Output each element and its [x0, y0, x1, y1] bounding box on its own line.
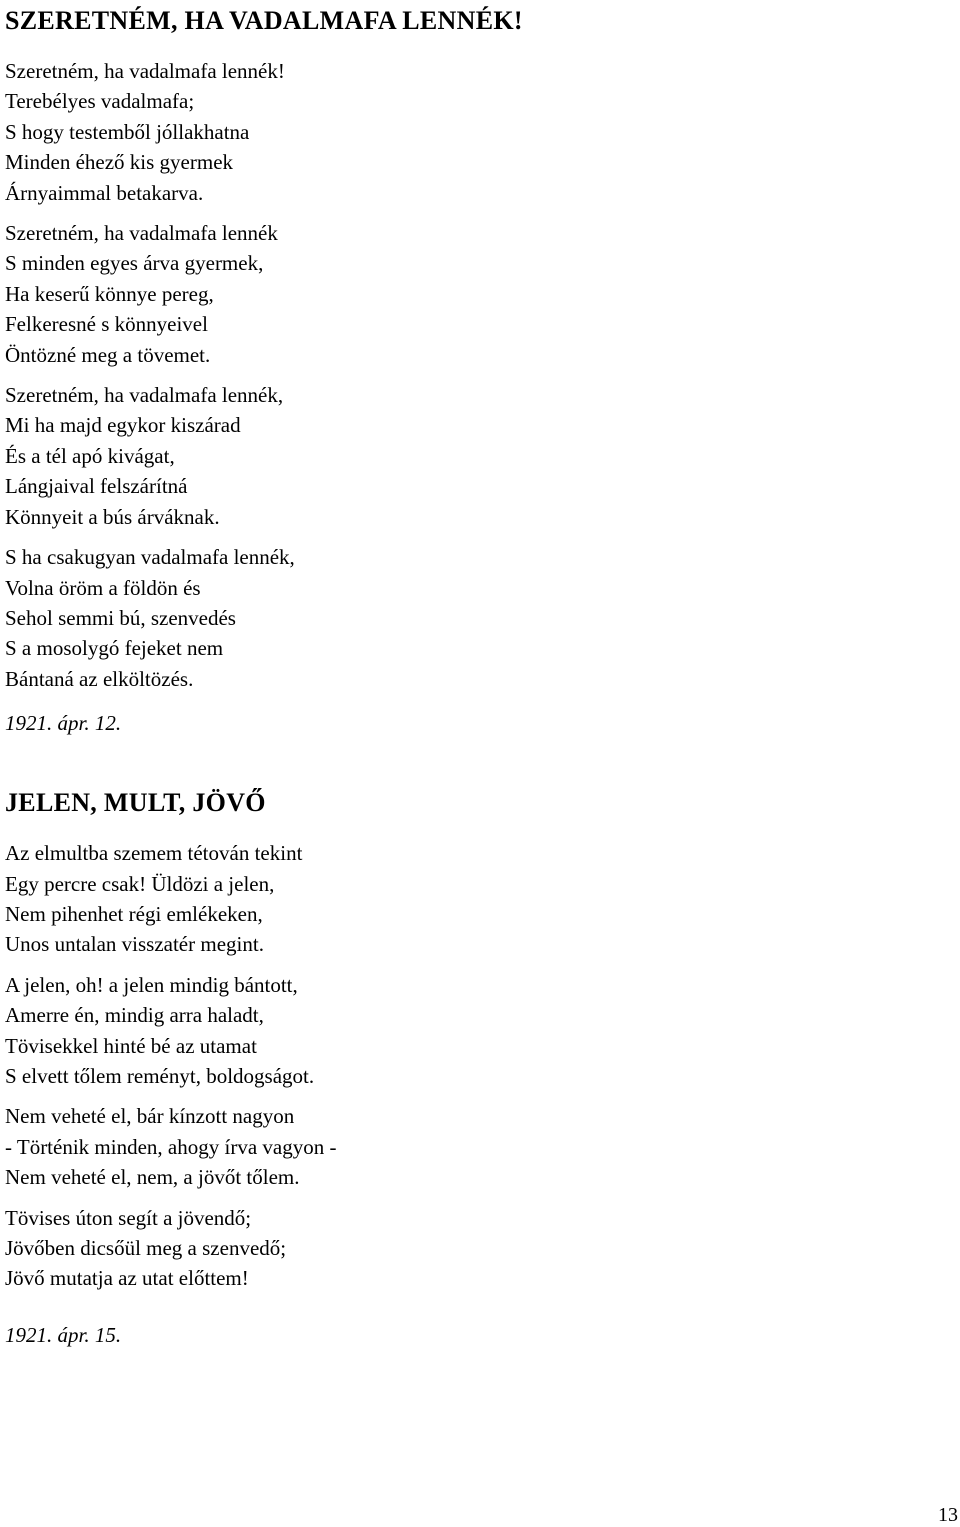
poem-line: Sehol semmi bú, szenvedés — [5, 605, 236, 630]
poem-line: Jövő mutatja az utat előttem! — [5, 1266, 249, 1291]
poem-line: Terebélyes vadalmafa; — [5, 89, 195, 114]
poem-line: Minden éhező kis gyermek — [5, 150, 234, 175]
stanza — [5, 56, 945, 208]
poem-1 — [5, 6, 945, 738]
poem-line: Tövisekkel hinté bé az utamat — [5, 1033, 257, 1058]
poem-line: Unos untalan visszatér megint. — [5, 932, 264, 957]
poem-line: Lángjaival felszárítná — [5, 474, 188, 499]
poem-date: 1921. ápr. 15. — [5, 1322, 122, 1347]
poem-line: S ha csakugyan vadalmafa lennék, — [5, 545, 295, 570]
poem-line: A jelen, oh! a jelen mindig bántott, — [5, 972, 298, 997]
poem-line: Szeretném, ha vadalmafa lennék — [5, 221, 278, 246]
poem-line: Könnyeit a bús árváknak. — [5, 504, 220, 529]
poem-line: Bántaná az elköltözés. — [5, 666, 194, 691]
stanza — [5, 542, 945, 694]
poem-line: S hogy testemből jóllakhatna — [5, 119, 250, 144]
poem-line: Nem pihenhet régi emlékeken, — [5, 901, 263, 926]
stanza — [5, 380, 945, 532]
poem-2 — [5, 788, 945, 1350]
poem-line: És a tél apó kivágat, — [5, 443, 175, 468]
poem-line: Öntözné meg a tövemet. — [5, 342, 211, 367]
poem-line: Ha keserű könnye pereg, — [5, 281, 214, 306]
stanza — [5, 838, 945, 960]
poem-line: Nem veheté el, bár kínzott nagyon — [5, 1104, 295, 1129]
poem-line: Amerre én, mindig arra haladt, — [5, 1003, 264, 1028]
poem-title: SZERETNÉM, HA VADALMAFA LENNÉK! — [5, 6, 523, 35]
page-number: 13 — [938, 1504, 958, 1526]
poem-line: S a mosolygó fejeket nem — [5, 636, 224, 661]
poem-line: Tövises úton segít a jövendő; — [5, 1205, 252, 1230]
stanza — [5, 970, 945, 1092]
poem-line: Az elmultba szemem tétován tekint — [5, 841, 303, 866]
poem-date: 1921. ápr. 12. — [5, 711, 122, 736]
poem-line: Jövőben dicsőül meg a szenvedő; — [5, 1236, 287, 1260]
stanza — [5, 1203, 945, 1294]
document-page — [5, 0, 945, 1350]
poem-line: Egy percre csak! Üldözi a jelen, — [5, 871, 275, 896]
stanza — [5, 1101, 945, 1192]
poem-line: S minden egyes árva gyermek, — [5, 251, 264, 276]
poem-line: Nem veheté el, nem, a jövőt tőlem. — [5, 1165, 300, 1190]
poem-line: - Történik minden, ahogy írva vagyon - — [5, 1134, 337, 1159]
poem-line: Mi ha majd egykor kiszárad — [5, 413, 241, 438]
poem-line: Felkeresné s könnyeivel — [5, 312, 208, 337]
poem-line: Szeretném, ha vadalmafa lennék, — [5, 383, 284, 408]
poem-line: Szeretném, ha vadalmafa lennék! — [5, 59, 285, 83]
poem-line: Volna öröm a földön és — [5, 575, 201, 600]
poem-line: Árnyaimmal betakarva. — [5, 180, 204, 205]
stanza — [5, 218, 945, 370]
poem-line: S elvett tőlem reményt, boldogságot. — [5, 1063, 315, 1088]
poem-title: JELEN, MULT, JÖVŐ — [5, 788, 266, 818]
